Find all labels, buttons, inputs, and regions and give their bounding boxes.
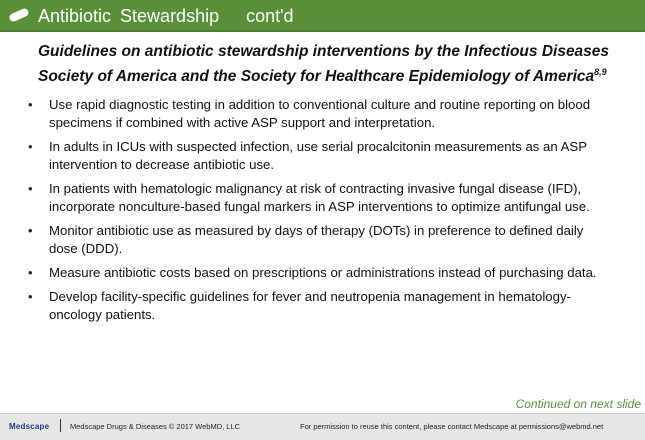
subtitle-references: 8,9 [594,67,607,77]
pill-icon [8,7,30,22]
slide-title: Antibiotic Stewardship cont'd [38,6,294,26]
footer-copyright: Medscape Drugs & Diseases © 2017 WebMD, LLC [70,422,241,431]
bullet-dot-icon: • [28,223,33,238]
bullet-text: In patients with hematologic malignancy at risk of contracting invasive fungal disease (IFD), incorporate nonculture-based fungal markers in ASP interventions to optimize antifungal use. [49,181,590,214]
bullet-item [28,96,608,132]
bullet-item [28,288,608,324]
bullet-text: Use rapid diagnostic testing in addition to conventional culture and routine reporting on blood specimens if combined with active ASP support and interpretation. [49,97,591,130]
bullet-item [28,222,608,258]
bullet-dot-icon: • [28,139,33,154]
title-bar [0,0,645,32]
bullet-text: Monitor antibiotic use as measured by days of therapy (DOTs) in preference to defined daily dose (DDD). [49,223,584,256]
bullet-item [28,138,608,174]
bullet-dot-icon: • [28,289,33,304]
bullet-item [28,180,608,216]
footer-bar [0,413,645,440]
bullet-text: Measure antibiotic costs based on prescriptions or administrations instead of purchasing data. [49,265,597,280]
bullet-text: Develop facility-specific guidelines for fever and neutropenia management in hematology-oncology patients. [49,289,571,322]
bullet-item [28,264,608,282]
slide-subtitle [38,41,638,87]
continued-note: Continued on next slide [515,397,641,411]
medscape-logo: Medscape [9,422,50,431]
bullet-text: In adults in ICUs with suspected infection, use serial procalcitonin measurements as an ASP intervention to decrease antibiotic use. [49,139,587,172]
bullet-dot-icon: • [28,181,33,196]
bullet-list [28,96,608,330]
bullet-dot-icon: • [28,265,33,280]
subtitle-text: Guidelines on antibiotic stewardship interventions by the Infectious Diseases Society of America and the Society for Healthcare Epidemiology of America [38,43,610,85]
footer-permission: For permission to reuse this content, please contact Medscape at permissions@webmd.net [300,422,604,431]
bullet-dot-icon: • [28,97,33,112]
footer-divider [60,419,61,432]
